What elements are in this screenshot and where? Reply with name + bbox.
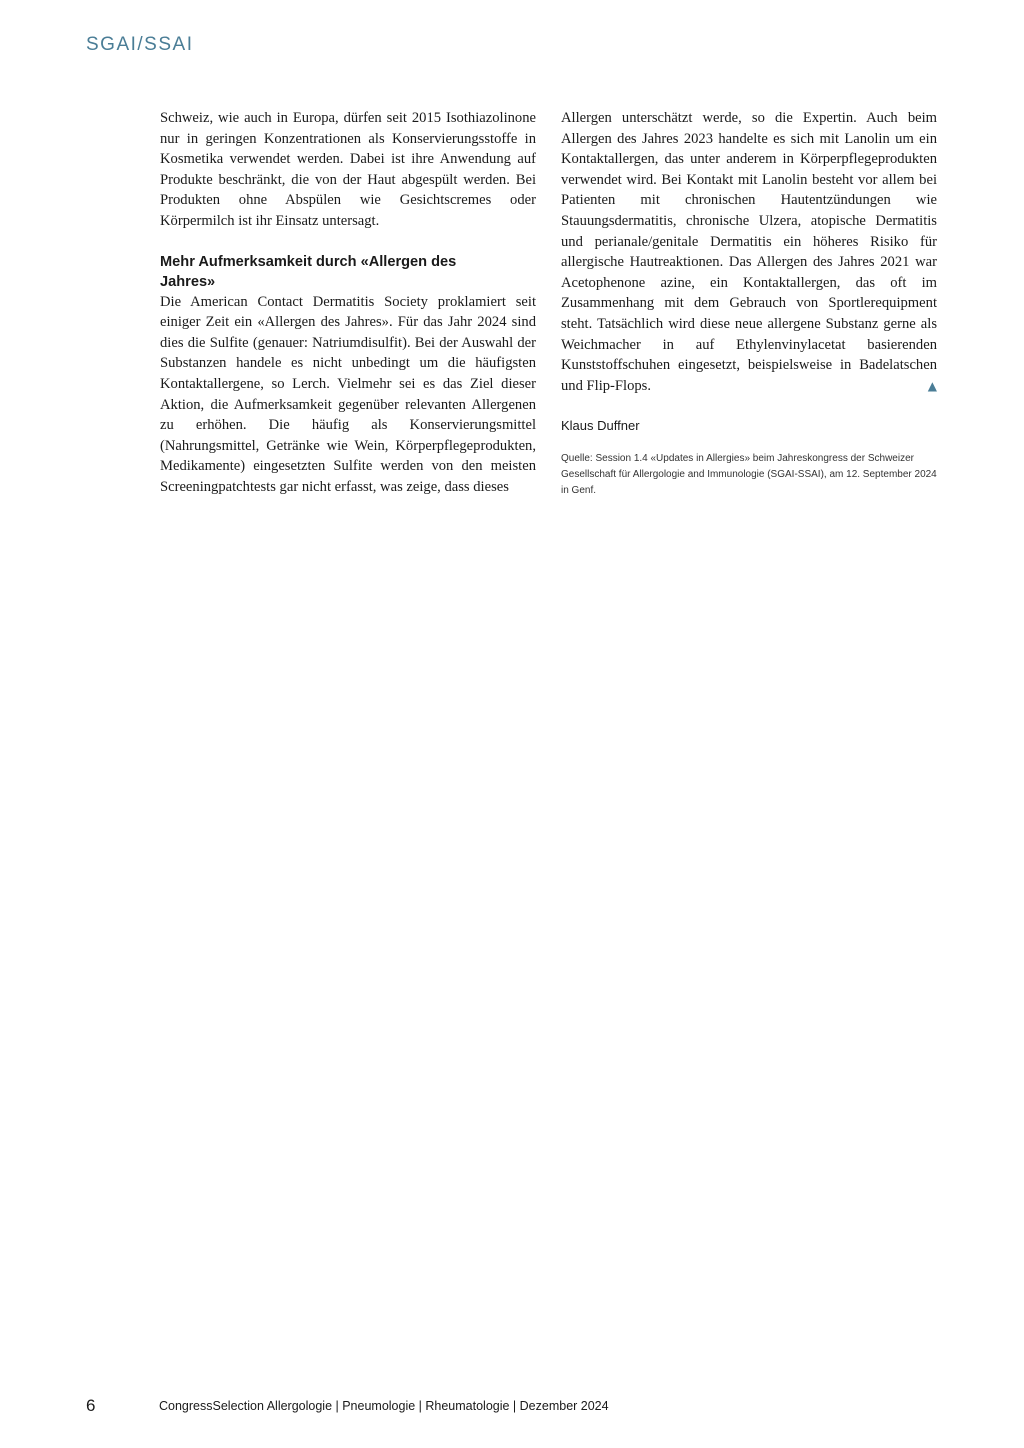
body-paragraph: Die American Contact Dermatitis Society proklamiert seit einiger Zeit ein «Allergen des Jahres». Für das Jahr 2024 sind dies die Sulfite (genauer: Natriumdisulfit). Bei der Auswahl der Substanzen handele es nicht unbedingt um die häufigsten Kontaktallergene, so Lerch. Vielmehr sei es das Ziel dieser Aktion, die Aufmerksamkeit gegenüber relevanten Allergenen zu erhöhen. Die häufig als Konservierungsmittel (Nahrungsmittel, Getränke wie Wein, Körperpflegeprodukten, Medikamente) eingesetzten Sulfite werden von den meisten Screeningpatchtests gar nicht erfasst, was zeige, dass dieses	[160, 293, 536, 495]
section-header: SGAI/SSAI	[86, 34, 194, 55]
subheading: Mehr Aufmerksamkeit durch «Allergen des Jahres»	[160, 253, 457, 290]
publication-info: CongressSelection Allergologie | Pneumologie | Rheumatologie | Dezember 2024	[159, 1399, 609, 1413]
author-name: Klaus Duffner	[561, 418, 640, 434]
left-column	[160, 108, 536, 498]
end-of-article-icon: ▲	[927, 378, 937, 393]
source-note: Quelle: Session 1.4 «Updates in Allergies» beim Jahreskongress der Schweizer Gesellschaft für Allergologie and Immunologie (SGAI-SSAI), am 12. September 2024 in Genf.	[561, 452, 937, 496]
right-column	[561, 108, 937, 499]
body-text: Allergen unterschätzt werde, so die Expertin. Auch beim Allergen des Jahres 2023 handelte es sich mit Lanolin um ein Kontaktallergen, das unter anderem in Körperpflegeprodukten verwendet wird. Bei Kontakt mit Lanolin besteht vor allem bei Patienten mit chronischen Hautentzündungen wie Stauungsdermatitis, chronische Ulzera, atopische Dermatitis und perianale/genitale Dermatitis ein höheres Risiko für allergische Hautreaktionen. Das Allergen des Jahres 2021 war Acetophenone azine, ein Kontaktallergen, das oft im Zusammenhang mit dem Gebrauch von Sportlerequipment steht. Tatsächlich wird diese neue allergene Substanz gerne als Weichmacher in auf Ethylenvinylacetat basierenden Kunststoffschuhen eingesetzt, beispielsweise in Badelatschen und Flip-Flops.	[561, 110, 937, 394]
page-number: 6	[86, 1396, 96, 1415]
body-paragraph: Schweiz, wie auch in Europa, dürfen seit 2015 Isothiazolinone nur in geringen Konzentrationen als Konservierungsstoffe in Kosmetika verwendet werden. Dabei ist ihre Anwendung auf Produkte beschränkt, die von der Haut abgespült werden. Bei Produkten ohne Abspülen wie Gesichtscremes oder Körpermilch ist ihr Einsatz untersagt.	[160, 110, 536, 229]
body-paragraph	[561, 108, 937, 396]
